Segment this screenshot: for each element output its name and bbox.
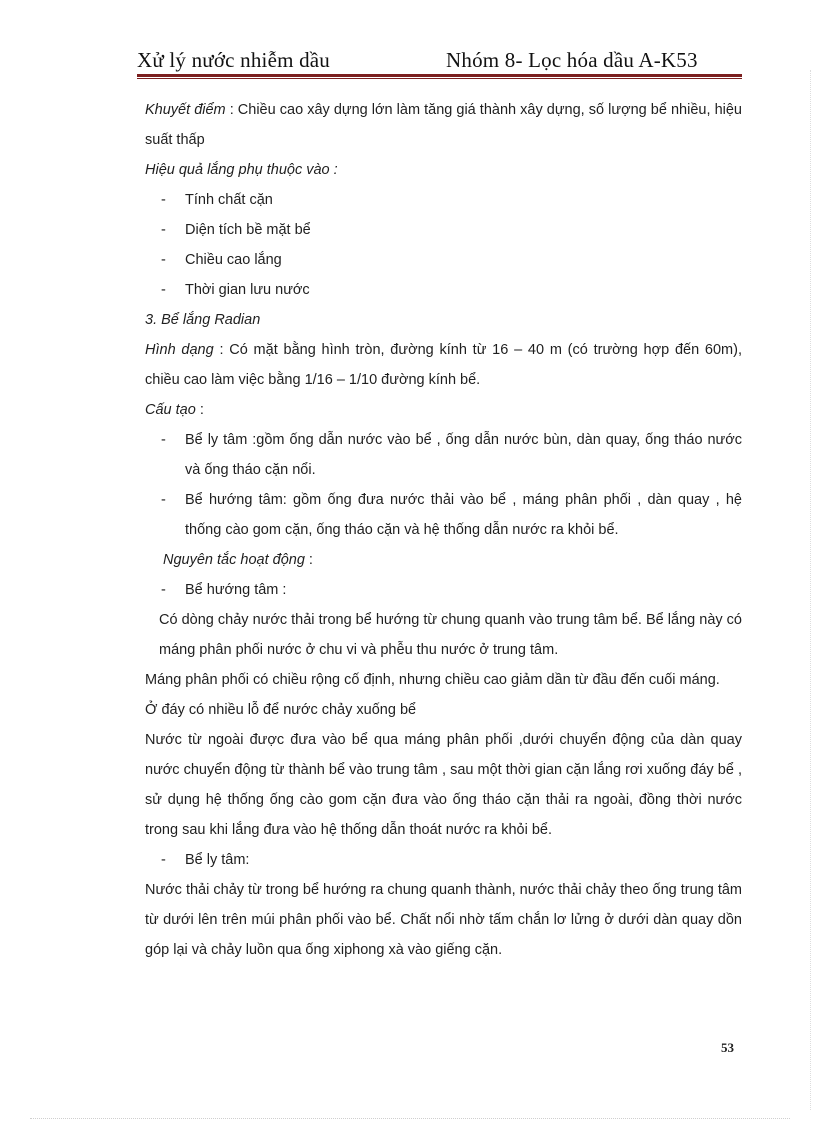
list-item: - Bể hướng tâm: gồm ống đưa nước thải vào bể , máng phân phối , dàn quay , hệ thống cào gom cặn, ống tháo cặn và hệ thống dẫn nước ra khỏi bể.: [161, 492, 742, 538]
paragraph: Có dòng chảy nước thải trong bể hướng từ chung quanh vào trung tâm bể. Bể lắng này có máng phân phối nước ở chu vi và phễu thu nước ở trung tâm.: [159, 612, 742, 658]
page-header: [137, 48, 742, 74]
list-item: - Bể ly tâm:: [161, 852, 250, 868]
khuyet-diem-paragraph: [137, 95, 742, 155]
hinh-dang-label: Hình dạng: [145, 342, 214, 358]
paragraph: Máng phân phối có chiều rộng cố định, nhưng chiều cao giảm dần từ đầu đến cuối máng.: [145, 672, 720, 688]
hinh-dang-paragraph: [137, 335, 742, 395]
list-item: - Tính chất cặn: [161, 192, 273, 208]
header-group: Nhóm 8- Lọc hóa dầu A-K53: [446, 48, 698, 72]
section-heading: 3. Bể lắng Radian: [145, 312, 261, 328]
paragraph: Ở đáy có nhiều lỗ để nước chảy xuống bể: [145, 702, 417, 718]
hieu-qua-heading: Hiệu quả lắng phụ thuộc vào :: [145, 162, 338, 178]
khuyet-diem-text: : Chiều cao xây dựng lớn làm tăng giá thành xây dựng, số lượng bể nhiều, hiệu suất thấp: [145, 102, 742, 148]
list-item: - Thời gian lưu nước: [161, 282, 310, 298]
list-item: - Chiều cao lắng: [161, 252, 282, 268]
header-rule-thick: [137, 74, 742, 77]
page-bottom-border: [30, 1118, 790, 1119]
header-title: Xử lý nước nhiễm dầu: [137, 48, 330, 72]
cau-tao-heading: Cấu tạo :: [145, 402, 204, 418]
khuyet-diem-label: Khuyết điểm: [145, 102, 226, 118]
page-side-border: [810, 70, 811, 1110]
list-item: - Diện tích bề mặt bể: [161, 222, 311, 238]
list-item: - Bể ly tâm :gồm ống dẫn nước vào bể , ống dẫn nước bùn, dàn quay, ống tháo nước và ống tháo cặn nổi.: [161, 432, 742, 478]
nguyen-tac-heading: Nguyên tắc hoạt động :: [163, 552, 313, 568]
paragraph: Nước thải chảy từ trong bể hướng ra chung quanh thành, nước thải chảy theo ống trung tâm từ dưới lên trên múi phân phối vào bể. Chất nổi nhờ tấm chắn lơ lửng ở dưới dàn quay dồn góp lại và chảy luồn qua ống xiphong xà vào giếng cặn.: [145, 882, 742, 958]
hinh-dang-text: : Có mặt bằng hình tròn, đường kính từ 16 – 40 m (có trường hợp đến 60m), chiều cao làm việc bằng 1/16 – 1/10 đường kính bể.: [145, 342, 742, 388]
paragraph: Nước từ ngoài được đưa vào bể qua máng phân phối ,dưới chuyển động của dàn quay nước chuyển động từ thành bể vào trung tâm , sau một thời gian cặn lắng rơi xuống đáy bể , sử dụng hệ thống ống cào gom cặn đưa vào ống tháo cặn thải ra ngoài, đồng thời nước trong sau khi lắng đưa vào hệ thống dẫn thoát nước ra khỏi bể.: [145, 732, 742, 838]
header-rule-thin: [137, 78, 742, 79]
list-item: - Bể hướng tâm :: [161, 582, 287, 598]
page-content: [137, 95, 742, 965]
page-number: 53: [721, 1040, 734, 1055]
